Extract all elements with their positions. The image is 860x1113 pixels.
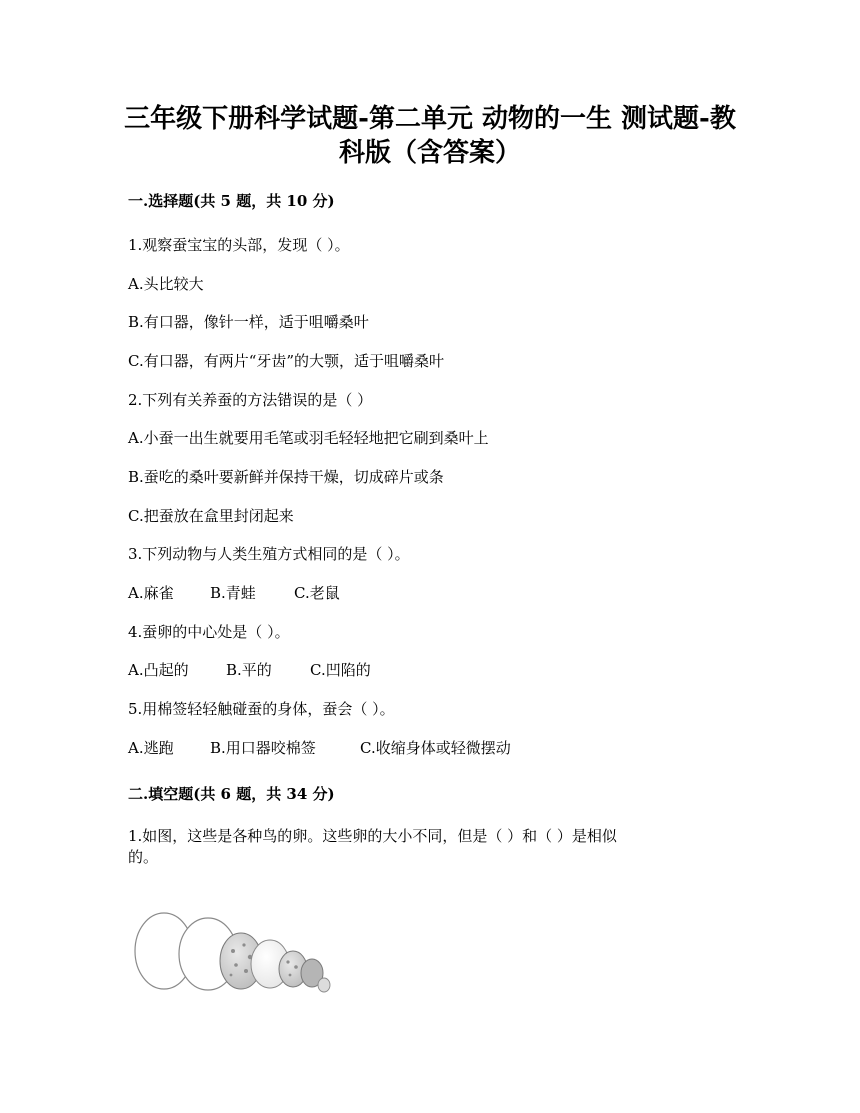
fill-question-1 (128, 826, 728, 868)
question-5-stem: 5.用棉签轻轻触碰蚕的身体，蚕会（ ）。 (128, 700, 395, 718)
question-3-option-c: C.老鼠 (294, 584, 340, 602)
question-4-option-c: C.凹陷的 (310, 661, 371, 679)
question-2-option-b: B.蚕吃的桑叶要新鲜并保持干燥，切成碎片或条 (128, 468, 444, 486)
fill-question-1-line-2: 的。 (128, 848, 159, 866)
question-5-options (128, 738, 511, 758)
section-heading-multiple-choice: 一.选择题(共 5 题，共 10 分) (128, 192, 335, 210)
question-2-stem: 2.下列有关养蚕的方法错误的是（ ） (128, 391, 373, 409)
question-4-stem: 4.蚕卵的中心处是（ ）。 (128, 623, 290, 641)
question-3-stem: 3.下列动物与人类生殖方式相同的是（ ）。 (128, 545, 410, 563)
document-title-line-2: 科版（含答案） (338, 138, 521, 168)
question-3-option-b: B.青蛙 (210, 584, 256, 602)
question-1-stem: 1.观察蚕宝宝的头部，发现（ ）。 (128, 236, 350, 254)
fill-question-1-line-1: 1.如图，这些是各种鸟的卵。这些卵的大小不同，但是（ ）和（ ）是相似 (128, 827, 617, 845)
egg-smallest (318, 978, 330, 992)
question-2-option-a: A.小蚕一出生就要用毛笔或羽毛轻轻地把它刷到桑叶上 (128, 429, 489, 447)
question-1-option-a: A.头比较大 (128, 275, 204, 293)
question-3-option-a: A.麻雀 (128, 584, 174, 602)
document-title-line-1: 三年级下册科学试题-第二单元 动物的一生 测试题-教 (124, 104, 736, 134)
question-1-option-b: B.有口器，像针一样，适于咀嚼桑叶 (128, 313, 369, 331)
question-1-option-c: C.有口器，有两片“牙齿”的大颚，适于咀嚼桑叶 (128, 352, 445, 370)
question-5-option-c: C.收缩身体或轻微摆动 (360, 739, 511, 757)
section-heading-fill-in: 二.填空题(共 6 题，共 34 分) (128, 785, 335, 803)
question-4-options (128, 660, 371, 680)
question-5-option-a: A.逃跑 (128, 739, 174, 757)
question-3-options (128, 583, 340, 603)
question-5-option-b: B.用口器咬棉签 (210, 739, 316, 757)
question-4-option-b: B.平的 (226, 661, 272, 679)
question-2-option-c: C.把蚕放在盒里封闭起来 (128, 507, 294, 525)
bird-eggs-illustration (128, 905, 338, 1000)
question-4-option-a: A.凸起的 (128, 661, 189, 679)
